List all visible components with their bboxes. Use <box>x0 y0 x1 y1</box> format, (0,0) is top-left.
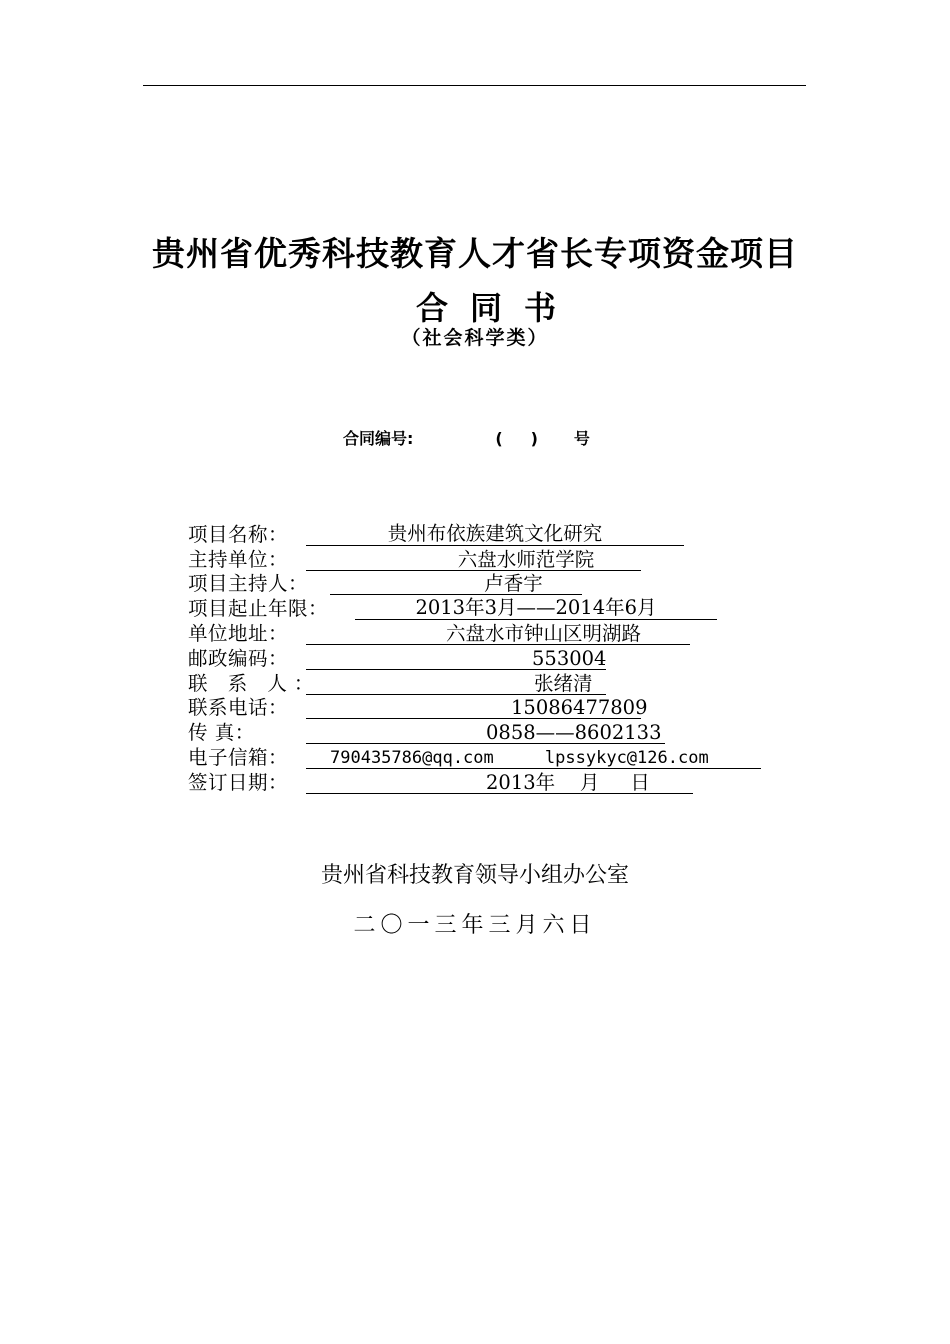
field-fax <box>188 719 788 744</box>
contract-number <box>343 426 590 449</box>
field-label: 项目名称： <box>188 522 289 546</box>
field-value: 2013年3月——2014年6月 <box>355 597 717 620</box>
field-project-leader <box>188 571 788 596</box>
field-project-name <box>188 521 788 546</box>
field-value: 六盘水市钟山区明湖路 <box>306 623 690 645</box>
field-postal-code <box>188 645 788 670</box>
field-label: 电子信箱： <box>188 745 289 769</box>
field-label: 签订日期： <box>188 770 289 794</box>
field-label: 邮政编码： <box>188 646 289 670</box>
field-project-period <box>188 595 788 620</box>
field-host-unit <box>188 546 788 571</box>
field-value: 0858——8602133 <box>306 722 665 744</box>
field-label: 联 系 人： <box>188 671 321 695</box>
document-subtitle: 合同书 <box>415 289 578 327</box>
field-label: 传 真： <box>188 721 255 745</box>
field-value: 张绪清 <box>306 673 606 695</box>
field-unit-address <box>188 620 788 645</box>
field-label: 主持单位： <box>188 547 289 571</box>
field-contact-person <box>188 670 788 695</box>
field-value: 2013年 月 日 <box>306 772 693 794</box>
field-value: 790435786@qq.com lpssykyc@126.com <box>306 747 761 769</box>
field-label: 项目起止年限： <box>188 597 329 621</box>
field-value: 卢香宇 <box>330 573 582 595</box>
field-value: 贵州布依族建筑文化研究 <box>306 523 684 546</box>
header-rule <box>143 85 806 86</box>
contract-number-paren: ( ) <box>495 429 538 448</box>
field-label: 联系电话： <box>188 696 289 720</box>
field-email <box>188 744 788 769</box>
issue-date: 二〇一三年三月六日 <box>353 913 597 938</box>
field-value: 553004 <box>306 648 606 670</box>
contract-number-suffix: 号 <box>573 429 590 448</box>
field-label: 单位地址： <box>188 621 289 645</box>
document-category: （社会科学类） <box>401 327 549 349</box>
contract-number-label: 合同编号: <box>343 429 414 448</box>
field-sign-date <box>188 769 788 794</box>
project-info-fields <box>188 521 788 794</box>
document-title: 贵州省优秀科技教育人才省长专项资金项目 <box>152 234 798 273</box>
field-contact-phone <box>188 695 788 720</box>
field-value: 六盘水师范学院 <box>306 549 641 571</box>
field-value: 15086477809 <box>306 697 641 719</box>
field-label: 项目主持人： <box>188 572 309 596</box>
issuing-office: 贵州省科技教育领导小组办公室 <box>320 863 629 888</box>
